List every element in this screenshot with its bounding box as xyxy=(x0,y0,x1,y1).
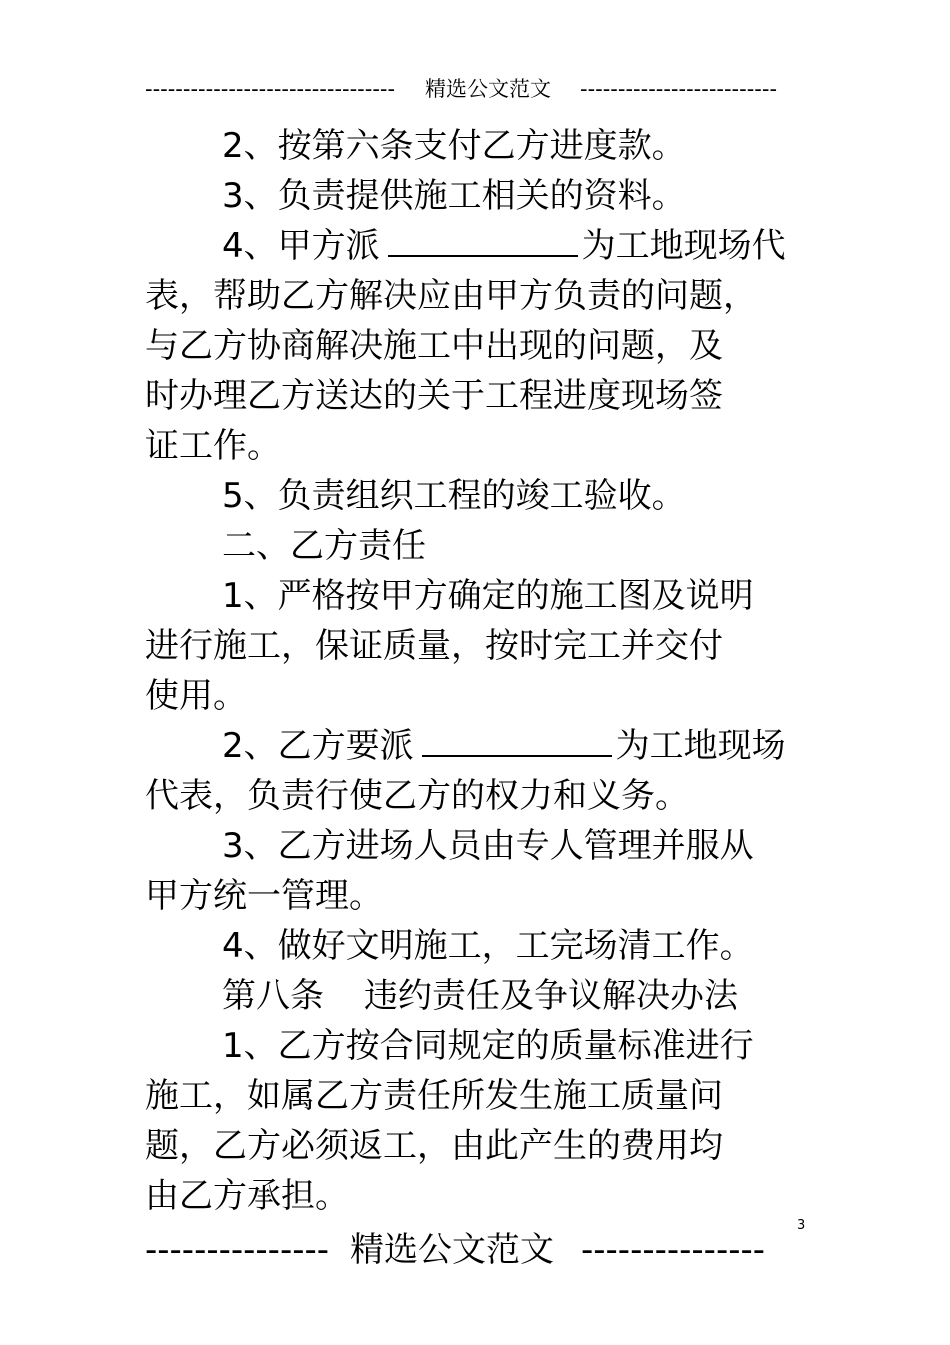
paragraph-line: 4、做好文明施工，工完场清工作。 xyxy=(222,926,754,966)
paragraph-line: 2、按第六条支付乙方进度款。 xyxy=(222,126,686,166)
section-heading: 二、乙方责任 xyxy=(222,526,426,566)
paragraph-line: 3、负责提供施工相关的资料。 xyxy=(222,176,686,216)
article-number: 第八条 xyxy=(222,976,324,1016)
paragraph-line-with-blank xyxy=(145,221,795,271)
paragraph-line: 1、乙方按合同规定的质量标准进行 xyxy=(222,1026,754,1066)
line-text-before-blank: 2、乙方要派 xyxy=(222,726,414,766)
paragraph-line: 5、负责组织工程的竣工验收。 xyxy=(222,476,686,516)
paragraph-line: 1、严格按甲方确定的施工图及说明 xyxy=(222,576,754,616)
paragraph-line: 证工作。 xyxy=(145,426,281,466)
footer-dashes-right: --------------- xyxy=(581,1230,766,1270)
paragraph-line: 题，乙方必须返工，由此产生的费用均 xyxy=(145,1126,723,1166)
paragraph-line: 由乙方承担。 xyxy=(145,1176,349,1216)
article-title: 违约责任及争议解决办法 xyxy=(364,976,738,1016)
fill-in-blank xyxy=(422,727,612,757)
header-title: 精选公文范文 xyxy=(425,77,551,101)
line-text-after-blank: 为工地现场 xyxy=(615,726,786,766)
paragraph-line: 进行施工，保证质量，按时完工并交付 xyxy=(145,626,723,666)
page-number: 3 xyxy=(797,1218,806,1233)
paragraph-line-with-blank xyxy=(145,721,795,771)
paragraph-line: 3、乙方进场人员由专人管理并服从 xyxy=(222,826,754,866)
article-heading xyxy=(145,971,795,1021)
header-dashes-left: --------------------------------- xyxy=(145,77,396,101)
paragraph-line: 表，帮助乙方解决应由甲方负责的问题， xyxy=(145,276,757,316)
paragraph-line: 代表，负责行使乙方的权力和义务。 xyxy=(145,776,689,816)
paragraph-line: 甲方统一管理。 xyxy=(145,876,383,916)
paragraph-line: 使用。 xyxy=(145,676,247,716)
footer-dashes-left: --------------- xyxy=(145,1230,330,1270)
page-footer xyxy=(145,1228,785,1272)
footer-title: 精选公文范文 xyxy=(350,1230,554,1270)
page-header xyxy=(0,74,950,104)
paragraph-line: 时办理乙方送达的关于工程进度现场签 xyxy=(145,376,723,416)
fill-in-blank xyxy=(388,227,578,257)
line-text-after-blank: 为工地现场代 xyxy=(581,226,786,266)
paragraph-line: 施工，如属乙方责任所发生施工质量问 xyxy=(145,1076,723,1116)
paragraph-line: 与乙方协商解决施工中出现的问题，及 xyxy=(145,326,723,366)
line-text-before-blank: 4、甲方派 xyxy=(222,226,380,266)
header-dashes-right: -------------------------- xyxy=(580,77,778,101)
document-body xyxy=(145,121,795,1221)
